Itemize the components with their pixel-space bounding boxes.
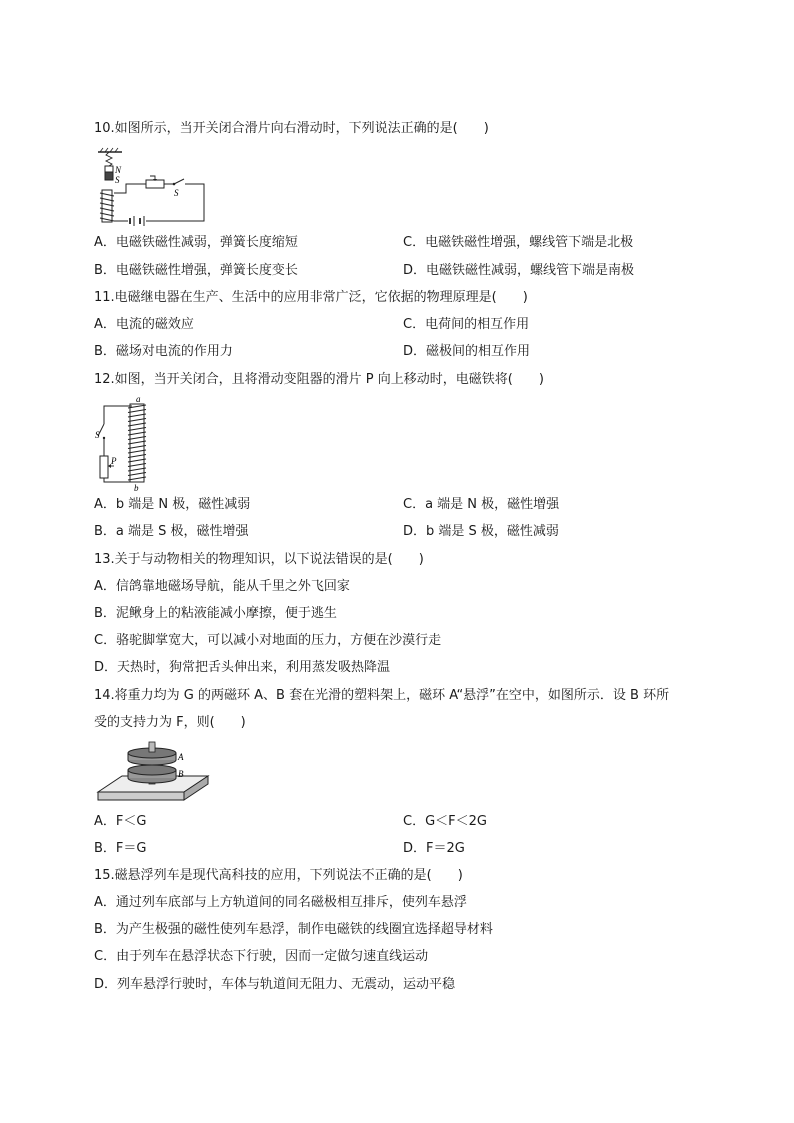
q10-option-c: C．电磁铁磁性增强，螺线管下端是北极	[403, 235, 634, 250]
q15-option-a: A．通过列车底部与上方轨道间的同名磁极相互排斥，使列车悬浮	[94, 895, 467, 910]
q14-option-d: D．F＝2G	[403, 841, 465, 856]
q14-option-c: C．G＜F＜2G	[403, 814, 487, 829]
q12-s-label: S	[95, 430, 100, 440]
q12-electromagnet-figure	[94, 394, 164, 496]
q11-option-b: B．磁场对电流的作用力	[94, 344, 233, 359]
q14-option-b: B．F＝G	[94, 841, 147, 856]
q12-option-a: A．b 端是 N 极，磁性减弱	[94, 497, 251, 512]
q10-n-label: N	[115, 165, 122, 175]
q12-option-b: B．a 端是 S 极，磁性增强	[94, 524, 249, 539]
q13-stem: 13.关于与动物相关的物理知识，以下说法错误的是( )	[94, 552, 424, 567]
q10-switch-label: S	[174, 188, 179, 198]
q12-option-d: D．b 端是 S 极，磁性减弱	[403, 524, 559, 539]
q10-stem: 10.如图所示，当开关闭合滑片向右滑动时，下列说法正确的是( )	[94, 121, 489, 136]
q13-option-b: B．泥鳅身上的粘液能减小摩擦，便于逃生	[94, 606, 337, 621]
q12-stem: 12.如图，当开关闭合，且将滑动变阻器的滑片 P 向上移动时，电磁铁将( )	[94, 372, 544, 387]
q14-stem-line2: 受的支持力为 F，则( )	[94, 715, 246, 730]
q15-stem: 15.磁悬浮列车是现代高科技的应用，下列说法不正确的是( )	[94, 868, 463, 883]
q12-p-label: P	[111, 456, 117, 466]
q11-stem: 11.电磁继电器在生产、生活中的应用非常广泛，它依据的物理原理是( )	[94, 290, 528, 305]
q14-option-a: A．F＜G	[94, 814, 147, 829]
q10-option-b: B．电磁铁磁性增强，弹簧长度变长	[94, 263, 298, 278]
q10-option-d: D．电磁铁磁性减弱，螺线管下端是南极	[403, 263, 635, 278]
q11-option-c: C．电荷间的相互作用	[403, 317, 530, 332]
q14-magnet-rings-figure	[94, 740, 214, 810]
q12-a-label: a	[136, 394, 141, 404]
q11-option-a: A．电流的磁效应	[94, 317, 194, 332]
q11-option-d: D．磁极间的相互作用	[403, 344, 531, 359]
q10-s-label: S	[115, 175, 120, 185]
q15-option-d: D．列车悬浮行驶时，车体与轨道间无阻力、无震动，运动平稳	[94, 977, 456, 992]
q14-stem-line1: 14.将重力均为 G 的两磁环 A、B 套在光滑的塑料架上，磁环 A“悬浮”在空中，如图所示．设 B 环所	[94, 688, 670, 703]
q10-option-a: A．电磁铁磁性减弱，弹簧长度缩短	[94, 235, 298, 250]
q10-circuit-figure	[94, 146, 209, 230]
q13-option-c: C．骆驼脚掌宽大，可以减小对地面的压力，方便在沙漠行走	[94, 633, 442, 648]
q12-option-c: C．a 端是 N 极，磁性增强	[403, 497, 560, 512]
q14-a-label: A	[178, 752, 184, 762]
q15-option-b: B．为产生极强的磁性使列车悬浮，制作电磁铁的线圈宜选择超导材料	[94, 922, 493, 937]
q12-b-label: b	[134, 483, 139, 492]
q13-option-a: A．信鸽靠地磁场导航，能从千里之外飞回家	[94, 579, 350, 594]
q13-option-d: D．天热时，狗常把舌头伸出来，利用蒸发吸热降温	[94, 660, 391, 675]
q15-option-c: C．由于列车在悬浮状态下行驶，因而一定做匀速直线运动	[94, 949, 429, 964]
q14-b-label: B	[178, 769, 184, 779]
